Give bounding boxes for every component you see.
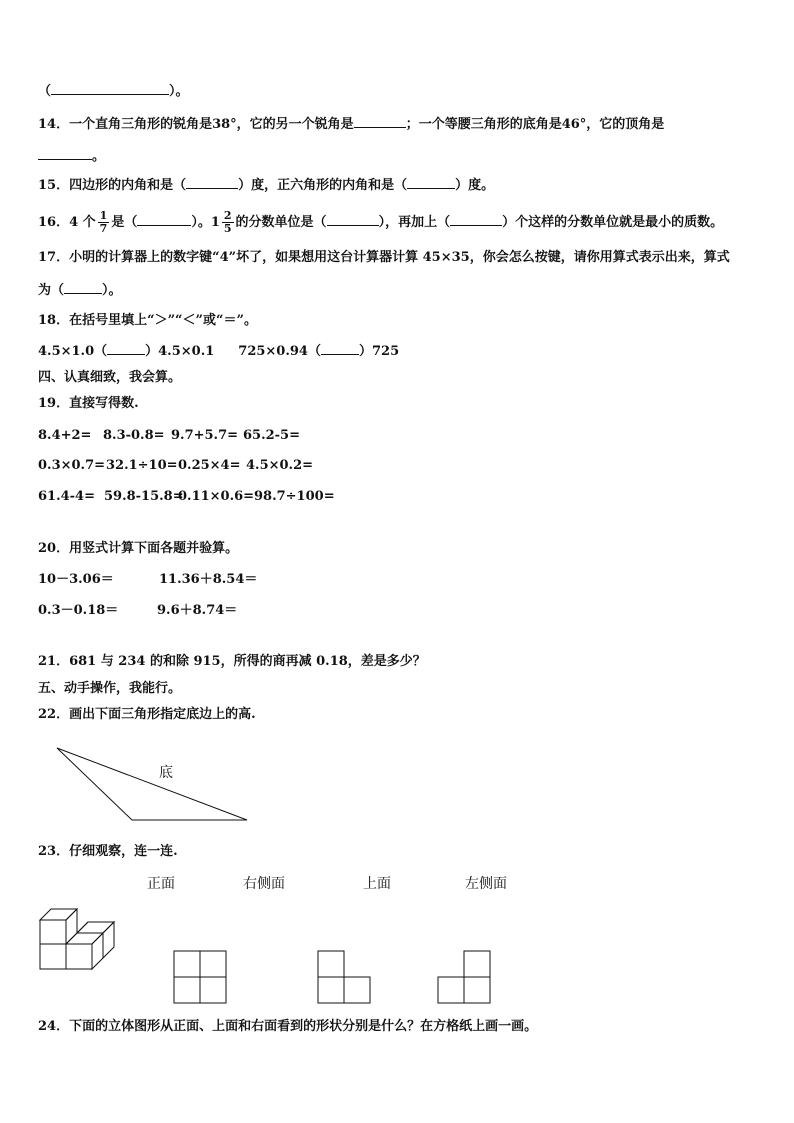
view-label-left-side: 左侧面 xyxy=(465,876,507,892)
view-label-right-side: 右侧面 xyxy=(243,876,285,892)
fraction-two-fifths: $\frac{2}{5}$ xyxy=(223,209,232,235)
question-23-title: 23．仔细观察，连一连. xyxy=(38,844,178,859)
view-label-front: 正面 xyxy=(147,876,175,892)
question-21: 21．681 与 234 的和除 915，所得的商再减 0.18，差是多少？ xyxy=(38,654,426,669)
question-16: 16．4 个 $\frac{1}{7}$ 是（ ）。1 $\frac{2}{5}$ 的分数单位是（ ），再加上（ ）个这样的分数单位就是最小的质数。 xyxy=(38,209,724,235)
question-20-row: 10－3.06＝ 11.36＋8.54＝ xyxy=(38,572,258,587)
question-20-row: 0.3－0.18＝ 9.6＋8.74＝ xyxy=(38,603,238,618)
view-label-top: 上面 xyxy=(363,876,391,892)
question-15: 15．四边形的内角和是（ ）度，正六角形的内角和是（ ）度。 xyxy=(38,178,495,193)
question-14: 14．一个直角三角形的锐角是38°，它的另一个锐角是 ；一个等腰三角形的底角是46°，它的顶角是 xyxy=(38,117,665,132)
question-22-title: 22．画出下面三角形指定底边上的高. xyxy=(38,707,256,722)
section-4-heading: 四、认真细致，我会算。 xyxy=(38,370,182,385)
base-label: 底 xyxy=(159,765,173,781)
question-24: 24．下面的立体图形从正面、上面和右面看到的形状分别是什么？在方格纸上画一画。 xyxy=(38,1019,538,1034)
question-19-row: 0.3×0.7=32.1÷10=0.25×4= 4.5×0.2= xyxy=(38,458,314,473)
question-14-continued: 。 xyxy=(38,147,105,166)
q13-answer-line: （ ）。 xyxy=(38,84,189,99)
question-19-title: 19．直接写得数. xyxy=(38,396,139,411)
question-18-items: 4.5×1.0（ ）4.5×0.1 725×0.94（ ）725 xyxy=(38,344,400,359)
question-18-title: 18．在括号里填上“＞”“＜”或“＝”。 xyxy=(38,313,257,328)
question-20-title: 20．用竖式计算下面各题并验算。 xyxy=(38,541,239,556)
fraction-one-seventh: $\frac{1}{7}$ xyxy=(99,209,108,235)
question-19-row: 8.4+2= 8.3-0.8= 9.7+5.7= 65.2-5= xyxy=(38,428,300,443)
question-17-continued: 为（ ）。 xyxy=(38,283,122,298)
section-5-heading: 五、动手操作，我能行。 xyxy=(38,681,182,696)
question-17: 17．小明的计算器上的数字键“4”坏了，如果想用这台计算器计算 45×35，你会怎么按键，请你用算式表示出来，算式 xyxy=(38,250,730,265)
question-19-row: 61.4-4= 59.8-15.8=0.11×0.6=98.7÷100= xyxy=(38,489,335,504)
